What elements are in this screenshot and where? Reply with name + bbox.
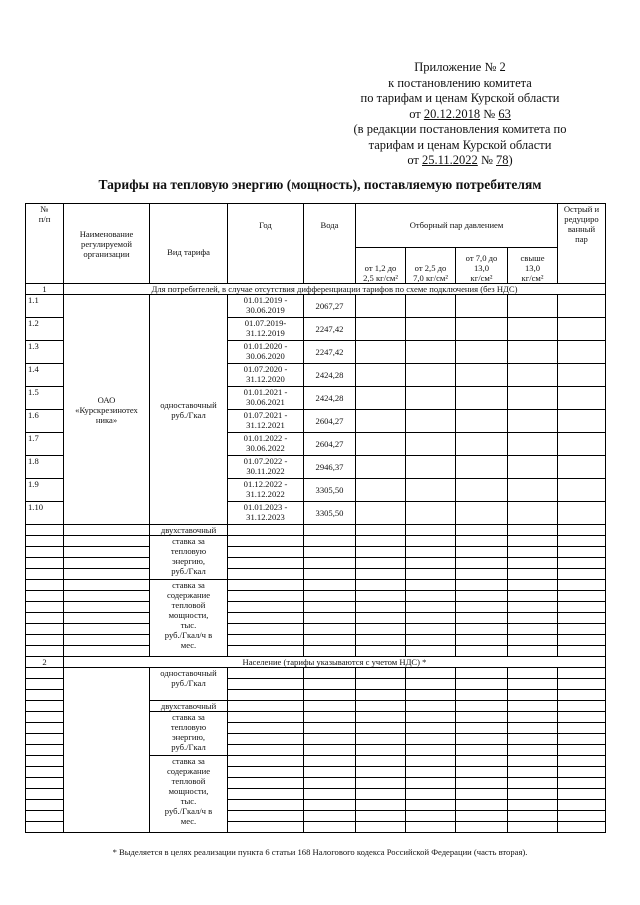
section-row xyxy=(26,284,606,295)
water-tariff: 2247,42 xyxy=(304,341,356,364)
organization-name: ОАО «Курскрезинотех ника» xyxy=(64,295,150,525)
amendment-date-line: от 25.11.2022 № 78) xyxy=(407,153,513,167)
period: 01.12.2022 - 31.12.2022 xyxy=(228,479,304,502)
water-tariff: 2604,27 xyxy=(304,433,356,456)
header-org: Наименование регулируемой организации xyxy=(64,204,150,284)
tariff-table xyxy=(25,203,606,833)
header-steam: Отборный пар давлением xyxy=(356,204,558,248)
water-tariff: 2946,37 xyxy=(304,456,356,479)
table-row xyxy=(26,580,606,591)
table-row xyxy=(26,536,606,547)
table-header-row xyxy=(26,204,606,248)
amendment-date: 25.11.2022 xyxy=(422,153,478,167)
water-tariff: 2247,42 xyxy=(304,318,356,341)
water-tariff: 2424,28 xyxy=(304,364,356,387)
row-num: 1.3 xyxy=(26,341,64,364)
row-num: 1.6 xyxy=(26,410,64,433)
s2-capacity-rate-label: ставка за содержание тепловой мощности, тыс. руб./Гкал/ч в мес. xyxy=(150,756,228,833)
document-header xyxy=(330,60,590,169)
period: 01.07.2019- 31.12.2019 xyxy=(228,318,304,341)
row-num: 1.8 xyxy=(26,456,64,479)
document-title: Тарифы на тепловую энергию (мощность), поставляемую потребителям xyxy=(98,177,542,192)
energy-rate-label: ставка за тепловую энергию, руб./Гкал xyxy=(150,536,228,580)
row-num: 1.4 xyxy=(26,364,64,387)
section-num: 1 xyxy=(26,284,64,295)
resolution-date-line: от 20.12.2018 № 63 xyxy=(409,106,511,121)
capacity-rate-label: ставка за содержание тепловой мощности, тыс. руб./Гкал/ч в мес. xyxy=(150,580,228,657)
section-row xyxy=(26,657,606,668)
table-row xyxy=(26,668,606,679)
period: 01.01.2022 - 30.06.2022 xyxy=(228,433,304,456)
period: 01.01.2023 - 31.12.2023 xyxy=(228,502,304,525)
header-pressure-2: от 2,5 до 7,0 кг/см² xyxy=(406,248,456,284)
water-tariff: 2424,28 xyxy=(304,387,356,410)
header-pressure-4: свыше 13,0 кг/см² xyxy=(508,248,558,284)
header-line: к постановлению комитета xyxy=(388,75,532,90)
period: 01.07.2020 - 31.12.2020 xyxy=(228,364,304,387)
water-tariff: 2067,27 xyxy=(304,295,356,318)
tariff-type-two-rate: двухставочный xyxy=(150,525,228,536)
section-title: Население (тарифы указываются с учетом НДС) * xyxy=(64,657,606,668)
resolution-number: 63 xyxy=(498,106,511,121)
water-tariff: 3305,50 xyxy=(304,479,356,502)
header-line: по тарифам и ценам Курской области xyxy=(360,91,560,105)
header-type: Вид тарифа xyxy=(150,204,228,284)
header-year: Год xyxy=(228,204,304,284)
period: 01.01.2019 - 30.06.2019 xyxy=(228,295,304,318)
s2-energy-rate-label: ставка за тепловую энергию, руб./Гкал xyxy=(150,712,228,756)
row-num: 1.5 xyxy=(26,387,64,410)
header-line: (в редакции постановления комитета по xyxy=(353,122,567,136)
resolution-date: 20.12.2018 xyxy=(423,106,481,121)
water-tariff: 2604,27 xyxy=(304,410,356,433)
period: 01.01.2021 - 30.06.2021 xyxy=(228,387,304,410)
footnote: * Выделяется в целях реализации пункта 6 статьи 168 Налогового кодекса Российской Федерации (часть вторая). xyxy=(112,847,528,857)
row-num: 1.2 xyxy=(26,318,64,341)
period: 01.07.2022 - 30.11.2022 xyxy=(228,456,304,479)
period: 01.07.2021 - 31.12.2021 xyxy=(228,410,304,433)
period: 01.01.2020 - 30.06.2020 xyxy=(228,341,304,364)
amendment-number: 78 xyxy=(496,153,509,167)
header-pressure-3: от 7,0 до 13,0 кг/см² xyxy=(456,248,508,284)
appendix-number: Приложение № 2 xyxy=(414,60,506,74)
table-row xyxy=(26,295,606,318)
row-num: 1.10 xyxy=(26,502,64,525)
header-pressure-1: от 1,2 до 2,5 кг/см² xyxy=(356,248,406,284)
header-water: Вода xyxy=(304,204,356,284)
row-num: 1.9 xyxy=(26,479,64,502)
s2-two-rate-label: двухставочный xyxy=(150,701,228,712)
row-num: 1.7 xyxy=(26,433,64,456)
s2-single-rate-label: одноставочный руб./Гкал xyxy=(150,668,228,701)
header-sharp-steam: Острый и редуциро ванный пар xyxy=(558,204,606,284)
water-tariff: 3305,50 xyxy=(304,502,356,525)
table-row xyxy=(26,525,606,536)
tariff-type-single-rate: одноставочный руб./Гкал xyxy=(150,295,228,525)
row-num: 1.1 xyxy=(26,295,64,318)
section-title: Для потребителей, в случае отсутствия дифференциации тарифов по схеме подключения (без НДС) xyxy=(64,284,606,295)
header-line: тарифам и ценам Курской области xyxy=(368,137,552,152)
section-num: 2 xyxy=(26,657,64,668)
header-num: № п/п xyxy=(26,204,64,284)
